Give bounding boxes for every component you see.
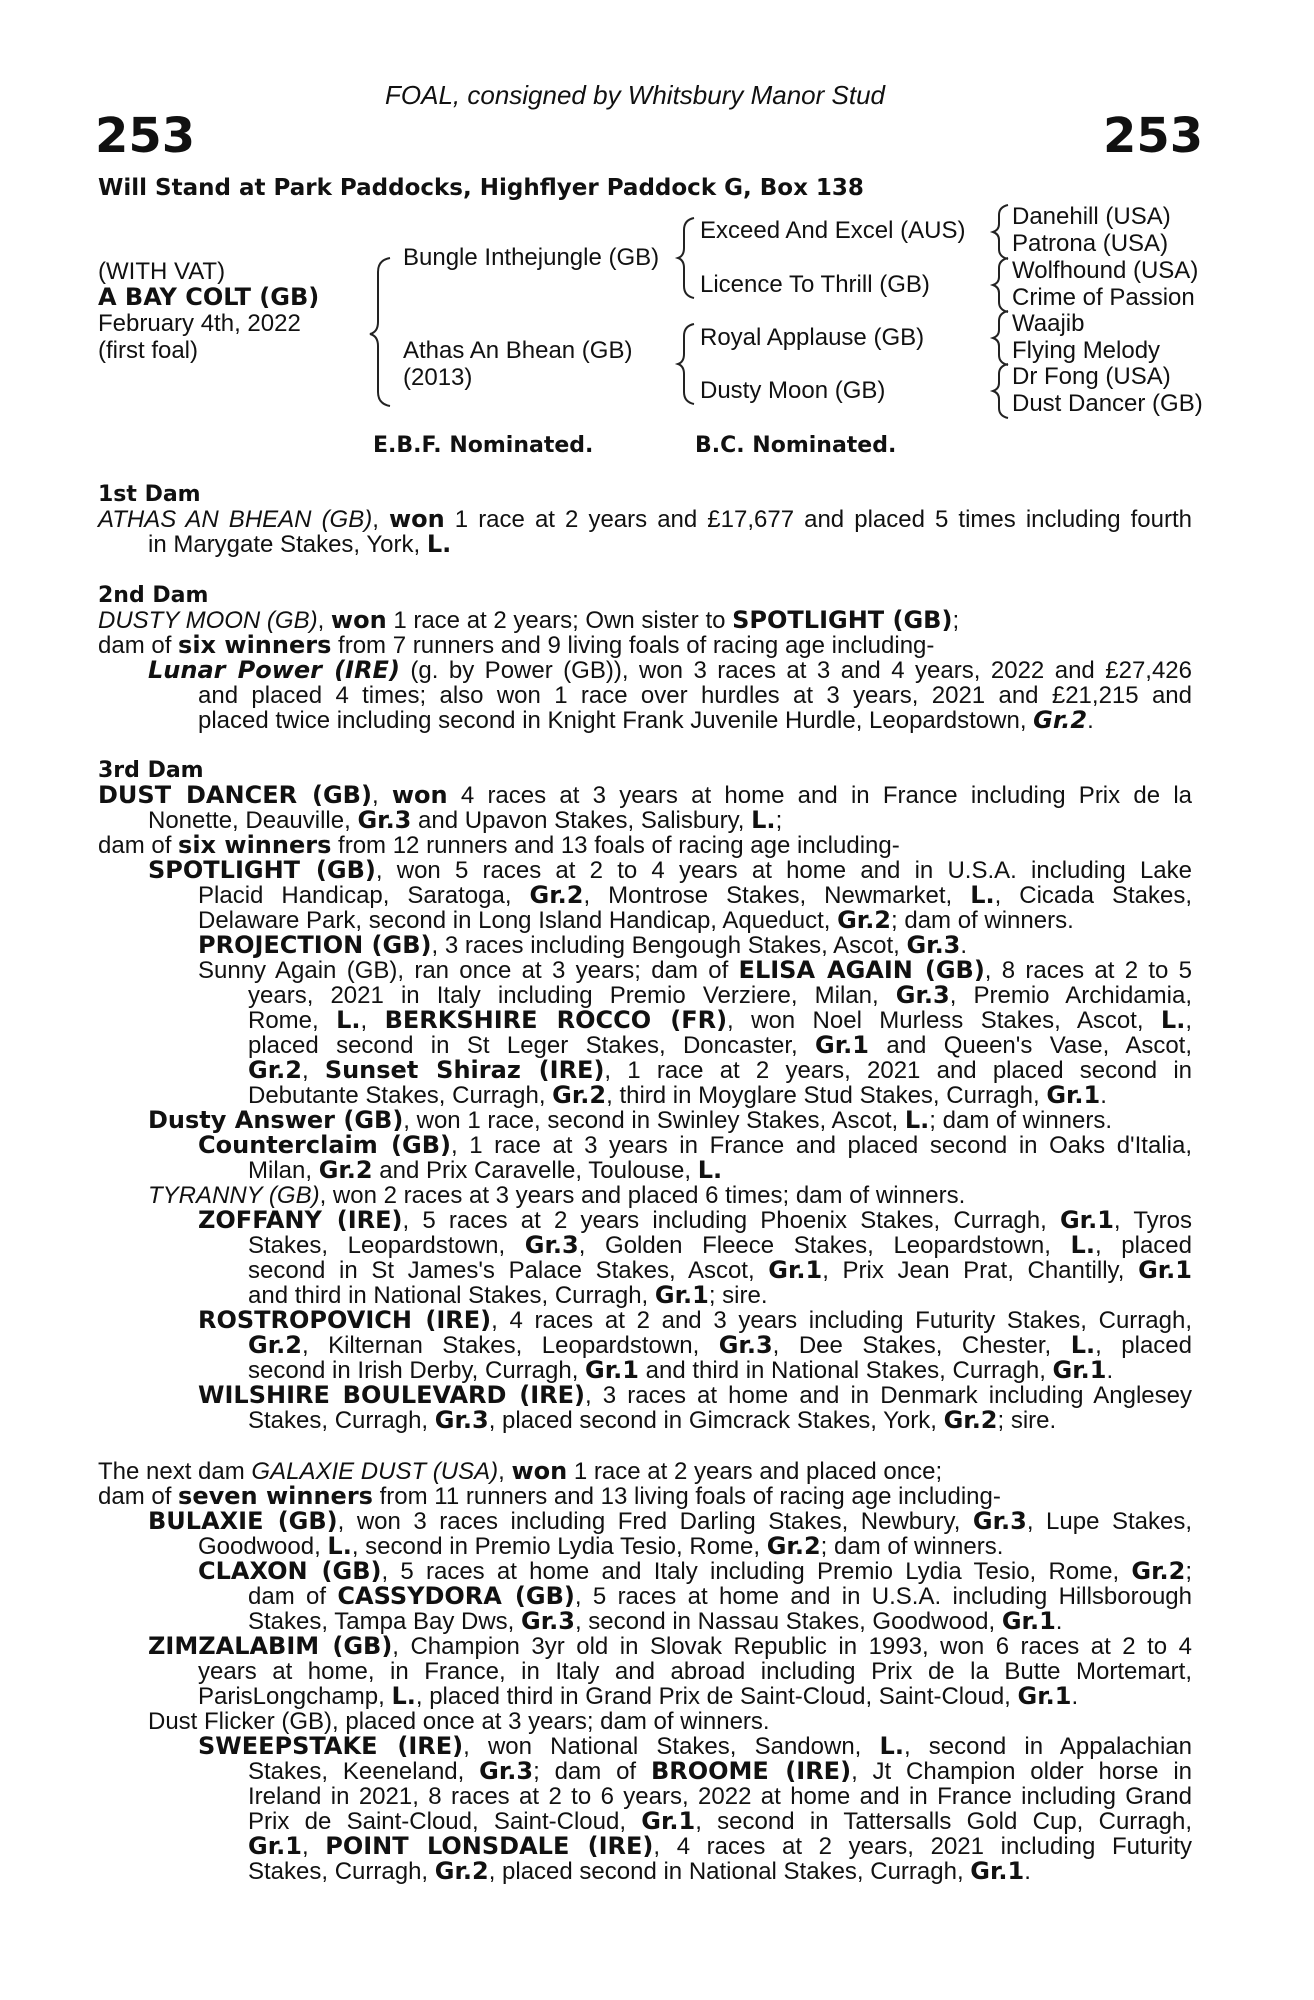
next-dam-line-4: Goodwood, L., second in Premio Lydia Tesio, Rome, Gr.2; dam of winners.: [198, 1532, 1004, 1560]
third-dam-line-21: and third in National Stakes, Curragh, Gr.1; sire.: [248, 1281, 768, 1309]
grandsire-1: Danehill (USA): [1012, 203, 1171, 230]
next-dam-line-7: Stakes, Tampa Bay Dws, Gr.3, second in Nassau Stakes, Goodwood, Gr.1.: [248, 1607, 1063, 1635]
vat-note: (WITH VAT): [98, 258, 226, 285]
next-dam-line-5: CLAXON (GB), 5 races at home and Italy including Premio Lydia Tesio, Rome, Gr.2;: [198, 1557, 1193, 1585]
third-dam-heading: 3rd Dam: [98, 758, 204, 783]
second-dam-line-5: placed twice including second in Knight Frank Juvenile Hurdle, Leopardstown, Gr.2.: [198, 706, 1094, 734]
grandsire-7: Dr Fong (USA): [1012, 363, 1171, 390]
granddam-8: Dust Dancer (GB): [1012, 390, 1203, 417]
second-dam-line-2: dam of six winners from 7 runners and 9 living foals of racing age including-: [98, 631, 935, 659]
next-dam-line-12: SWEEPSTAKE (IRE), won National Stakes, Sandown, L., second in Appalachian: [198, 1732, 1193, 1760]
third-dam-line-9: years, 2021 in Italy including Premio Verziere, Milan, Gr.3, Premio Archidamia,: [248, 981, 1192, 1009]
third-dam-line-18: ZOFFANY (IRE), 5 races at 2 years including Phoenix Stakes, Curragh, Gr.1, Tyros: [198, 1206, 1192, 1234]
next-dam-line-15: Prix de Saint-Cloud, Saint-Cloud, Gr.1, second in Tattersalls Gold Cup, Curragh,: [248, 1807, 1192, 1835]
granddam-4: Crime of Passion: [1012, 284, 1195, 311]
ebf-nomination: E.B.F. Nominated.: [373, 433, 594, 458]
third-dam-line-17: TYRANNY (GB), won 2 races at 3 years and placed 6 times; dam of winners.: [148, 1182, 966, 1209]
horse-dob: February 4th, 2022: [98, 310, 301, 337]
first-dam-line-2: in Marygate Stakes, York, L.: [148, 530, 452, 558]
granddam-2: Patrona (USA): [1012, 230, 1169, 257]
next-dam-line-8: ZIMZALABIM (GB), Champion 3yr old in Slovak Republic in 1993, won 6 races at 2 to 4: [148, 1632, 1193, 1660]
next-dam-line-9: years at home, in France, in Italy and abroad including Prix de la Butte Mortemart,: [198, 1658, 1192, 1685]
grandsire-3: Wolfhound (USA): [1012, 257, 1199, 284]
granddam-6: Flying Melody: [1012, 337, 1161, 364]
dam-sire: Royal Applause (GB): [700, 324, 925, 351]
third-dam-line-22: ROSTROPOVICH (IRE), 4 races at 2 and 3 years including Futurity Stakes, Curragh,: [198, 1306, 1192, 1334]
third-dam-line-23: Gr.2, Kilternan Stakes, Leopardstown, Gr.3, Dee Stakes, Chester, L., placed: [248, 1331, 1192, 1359]
third-dam-line-12: Gr.2, Sunset Shiraz (IRE), 1 race at 2 years, 2021 and placed second in: [248, 1056, 1193, 1084]
third-dam-line-10: Rome, L., BERKSHIRE ROCCO (FR), won Noel Murless Stakes, Ascot, L.,: [248, 1006, 1193, 1034]
third-dam-line-14: Dusty Answer (GB), won 1 race, second in Swinley Stakes, Ascot, L.; dam of winners.: [148, 1106, 1113, 1134]
third-dam-line-5: Placid Handicap, Saratoga, Gr.2, Montrose Stakes, Newmarket, L., Cicada Stakes,: [198, 881, 1193, 909]
next-dam-line-11: Dust Flicker (GB), placed once at 3 years; dam of winners.: [148, 1708, 770, 1735]
next-dam-line-2: dam of seven winners from 11 runners and 13 living foals of racing age including-: [98, 1482, 1001, 1510]
next-dam-line-10: ParisLongchamp, L., placed third in Grand Prix de Saint-Cloud, Saint-Cloud, Gr.1.: [198, 1682, 1079, 1710]
second-dam-line-1: DUSTY MOON (GB), won 1 race at 2 years; Own sister to SPOTLIGHT (GB);: [98, 606, 960, 634]
third-dam-line-16: Milan, Gr.2 and Prix Caravelle, Toulouse, L.: [248, 1156, 723, 1184]
next-dam-line-6: dam of CASSYDORA (GB), 5 races at home and in U.S.A. including Hillsborough: [248, 1582, 1192, 1610]
sire-dam: Licence To Thrill (GB): [700, 271, 930, 298]
lot-number-right: 253: [1103, 108, 1204, 164]
next-dam-line-13: Stakes, Keeneland, Gr.3; dam of BROOME (IRE), Jt Champion older horse in: [248, 1757, 1193, 1785]
third-dam-line-6: Delaware Park, second in Long Island Handicap, Aqueduct, Gr.2; dam of winners.: [198, 906, 1074, 934]
third-dam-line-20: second in St James's Palace Stakes, Ascot, Gr.1, Prix Jean Prat, Chantilly, Gr.1: [248, 1256, 1192, 1284]
lot-number-left: 253: [95, 108, 196, 164]
third-dam-line-13: Debutante Stakes, Curragh, Gr.2, third in Moyglare Stud Stakes, Curragh, Gr.1.: [248, 1081, 1107, 1109]
next-dam-line-17: Stakes, Curragh, Gr.2, placed second in National Stakes, Curragh, Gr.1.: [248, 1857, 1031, 1885]
grandsire-5: Waajib: [1012, 310, 1085, 337]
third-dam-line-2: Nonette, Deauville, Gr.3 and Upavon Stakes, Salisbury, L.;: [148, 806, 783, 834]
third-dam-line-11: placed second in St Leger Stakes, Doncaster, Gr.1 and Queen's Vase, Ascot,: [248, 1031, 1193, 1059]
second-dam-line-3: Lunar Power (IRE) (g. by Power (GB)), won 3 races at 3 and 4 years, 2022 and £27,426: [148, 656, 1192, 684]
sire-sire: Exceed And Excel (AUS): [700, 217, 966, 244]
second-dam-line-4: and placed 4 times; also won 1 race over hurdles at 3 years, 2021 and £21,215 and: [198, 682, 1192, 709]
horse-note: (first foal): [98, 337, 199, 364]
third-dam-line-19: Stakes, Leopardstown, Gr.3, Golden Fleece Stakes, Leopardstown, L., placed: [248, 1231, 1192, 1259]
third-dam-line-1: DUST DANCER (GB), won 4 races at 3 years at home and in France including Prix de la: [98, 781, 1192, 809]
first-dam-heading: 1st Dam: [98, 482, 201, 507]
third-dam-line-24: second in Irish Derby, Curragh, Gr.1 and third in National Stakes, Curragh, Gr.1.: [248, 1356, 1114, 1384]
next-dam-line-16: Gr.1, POINT LONSDALE (IRE), 4 races at 2 years, 2021 including Futurity: [248, 1832, 1193, 1860]
next-dam-line-14: Ireland in 2021, 8 races at 2 to 6 years, 2022 at home and in France including Grand: [248, 1783, 1192, 1810]
dam-dam: Dusty Moon (GB): [700, 377, 886, 404]
dam-year: (2013): [403, 364, 473, 391]
second-dam-heading: 2nd Dam: [98, 583, 209, 608]
third-dam-line-3: dam of six winners from 12 runners and 13 foals of racing age including-: [98, 831, 900, 859]
stand-location: Will Stand at Park Paddocks, Highflyer Paddock G, Box 138: [98, 175, 864, 201]
third-dam-line-15: Counterclaim (GB), 1 race at 3 years in France and placed second in Oaks d'Italia,: [198, 1131, 1192, 1159]
bc-nomination: B.C. Nominated.: [695, 433, 897, 458]
dam: Athas An Bhean (GB): [403, 337, 633, 364]
first-dam-line-1: ATHAS AN BHEAN (GB), won 1 race at 2 years and £17,677 and placed 5 times including fourth: [98, 505, 1192, 533]
third-dam-line-25: WILSHIRE BOULEVARD (IRE), 3 races at home and in Denmark including Anglesey: [198, 1381, 1192, 1409]
next-dam-line-3: BULAXIE (GB), won 3 races including Fred Darling Stakes, Newbury, Gr.3, Lupe Stakes,: [148, 1507, 1193, 1535]
horse-name: A BAY COLT (GB): [98, 283, 320, 311]
third-dam-line-26: Stakes, Curragh, Gr.3, placed second in Gimcrack Stakes, York, Gr.2; sire.: [248, 1406, 1057, 1434]
third-dam-line-7: PROJECTION (GB), 3 races including Bengough Stakes, Ascot, Gr.3.: [198, 931, 968, 959]
third-dam-line-4: SPOTLIGHT (GB), won 5 races at 2 to 4 years at home and in U.S.A. including Lake: [148, 856, 1192, 884]
third-dam-line-8: Sunny Again (GB), ran once at 3 years; dam of ELISA AGAIN (GB), 8 races at 2 to 5: [198, 956, 1193, 984]
next-dam-line-1: The next dam GALAXIE DUST (USA), won 1 race at 2 years and placed once;: [98, 1457, 943, 1485]
consignor-line: FOAL, consigned by Whitsbury Manor Stud: [385, 80, 886, 110]
sire: Bungle Inthejungle (GB): [403, 244, 660, 271]
